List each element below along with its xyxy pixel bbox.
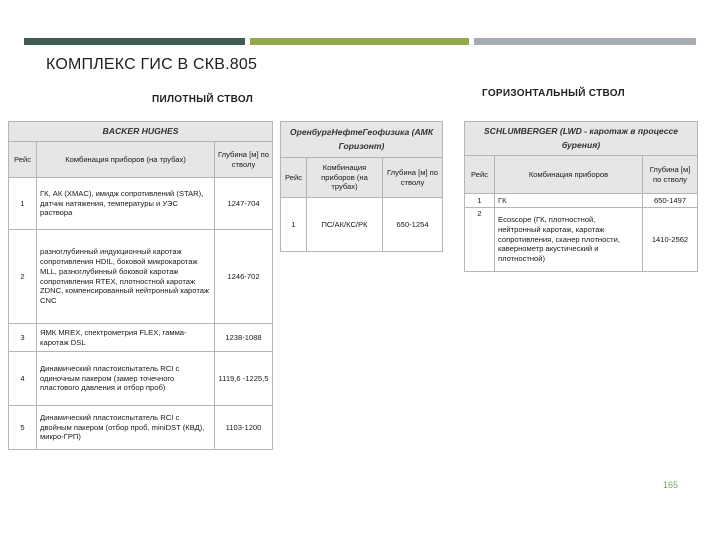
baker-table-header: BACKER HUGHES (9, 122, 273, 142)
subtitle-pilot: ПИЛОТНЫЙ СТВОЛ (152, 94, 254, 105)
cell-combo: Динамический пластоиспытатель RCI с одиночным пакером (замер точечного пластового давления и отбор проб) (37, 352, 215, 406)
cell-combo: ГК (495, 194, 643, 208)
cell-depth: 1103-1200 (215, 406, 273, 450)
cell-reis: 2 (9, 230, 37, 324)
table-row (9, 324, 273, 352)
baker-hughes-table (8, 121, 273, 450)
accent-bar-2 (250, 38, 469, 45)
accent-bar-3 (474, 38, 696, 45)
cell-depth: 1119,6 -1225,5 (215, 352, 273, 406)
cell-combo: разноглубинный индукционный каротаж сопротивления HDIL, боковой микрокаротаж MLL, разноглубинный боковой каротаж сопротивления RTEX, плотностной каротаж ZDNC, компенсированный нейтронный каротаж CNC (37, 230, 215, 324)
cell-combo: Ecoscope (ГК, плотностной, нейтронный каротаж, каротаж сопротивления, сканер плотности, кавернометр акустический и плотностной) (495, 208, 643, 272)
baker-col-reis: Рейс (9, 142, 37, 178)
schlumberger-col-combo: Комбинация приборов (495, 156, 643, 194)
cell-combo: ГК, АК (XMAC), имидж сопротивлений (STAR), датчик натяжения, температуры и УЭС раствора (37, 178, 215, 230)
cell-combo: ПС/АК/КС/РК (307, 198, 383, 252)
table-row (9, 406, 273, 450)
cell-reis: 4 (9, 352, 37, 406)
cell-reis: 1 (465, 194, 495, 208)
orenburg-table (280, 121, 443, 252)
schlumberger-col-reis: Рейс (465, 156, 495, 194)
accent-bar-1 (24, 38, 245, 45)
orenburg-col-depth: Глубина [м] по стволу (383, 158, 443, 198)
cell-depth: 1410-2562 (643, 208, 698, 272)
slide-title: КОМПЛЕКС ГИС В СКВ.805 (46, 56, 258, 73)
schlumberger-table-header: SCHLUMBERGER (LWD - каротаж в процессе бурения) (465, 122, 698, 156)
table-row (9, 352, 273, 406)
baker-col-depth: Глубина [м] по стволу (215, 142, 273, 178)
table-row (9, 178, 273, 230)
table-row (281, 198, 443, 252)
cell-depth: 1246-702 (215, 230, 273, 324)
cell-combo: ЯМК MREX, спектрометрия FLEX, гамма-каротаж DSL (37, 324, 215, 352)
schlumberger-col-depth: Глубина [м] по стволу (643, 156, 698, 194)
page-number: 165 (662, 480, 678, 490)
cell-reis: 2 (465, 208, 495, 272)
cell-reis: 5 (9, 406, 37, 450)
table-row (465, 208, 698, 272)
cell-reis: 3 (9, 324, 37, 352)
cell-depth: 1238-1088 (215, 324, 273, 352)
baker-col-combo: Комбинация приборов (на трубах) (37, 142, 215, 178)
subtitle-horizontal: ГОРИЗОНТАЛЬНЫЙ СТВОЛ (482, 88, 625, 99)
cell-reis: 1 (281, 198, 307, 252)
cell-reis: 1 (9, 178, 37, 230)
orenburg-col-combo: Комбинация приборов (на трубах) (307, 158, 383, 198)
table-row (9, 230, 273, 324)
cell-depth: 650-1497 (643, 194, 698, 208)
cell-combo: Динамический пластоиспытатель RCI с двойным пакером (отбор проб, miniDST (КВД), микро-ГРП) (37, 406, 215, 450)
orenburg-table-header: ОренбургНефтеГеофизика (АМК Горизонт) (281, 122, 443, 158)
cell-depth: 1247-704 (215, 178, 273, 230)
orenburg-col-reis: Рейс (281, 158, 307, 198)
schlumberger-table (464, 121, 698, 272)
table-row (465, 194, 698, 208)
cell-depth: 650-1254 (383, 198, 443, 252)
